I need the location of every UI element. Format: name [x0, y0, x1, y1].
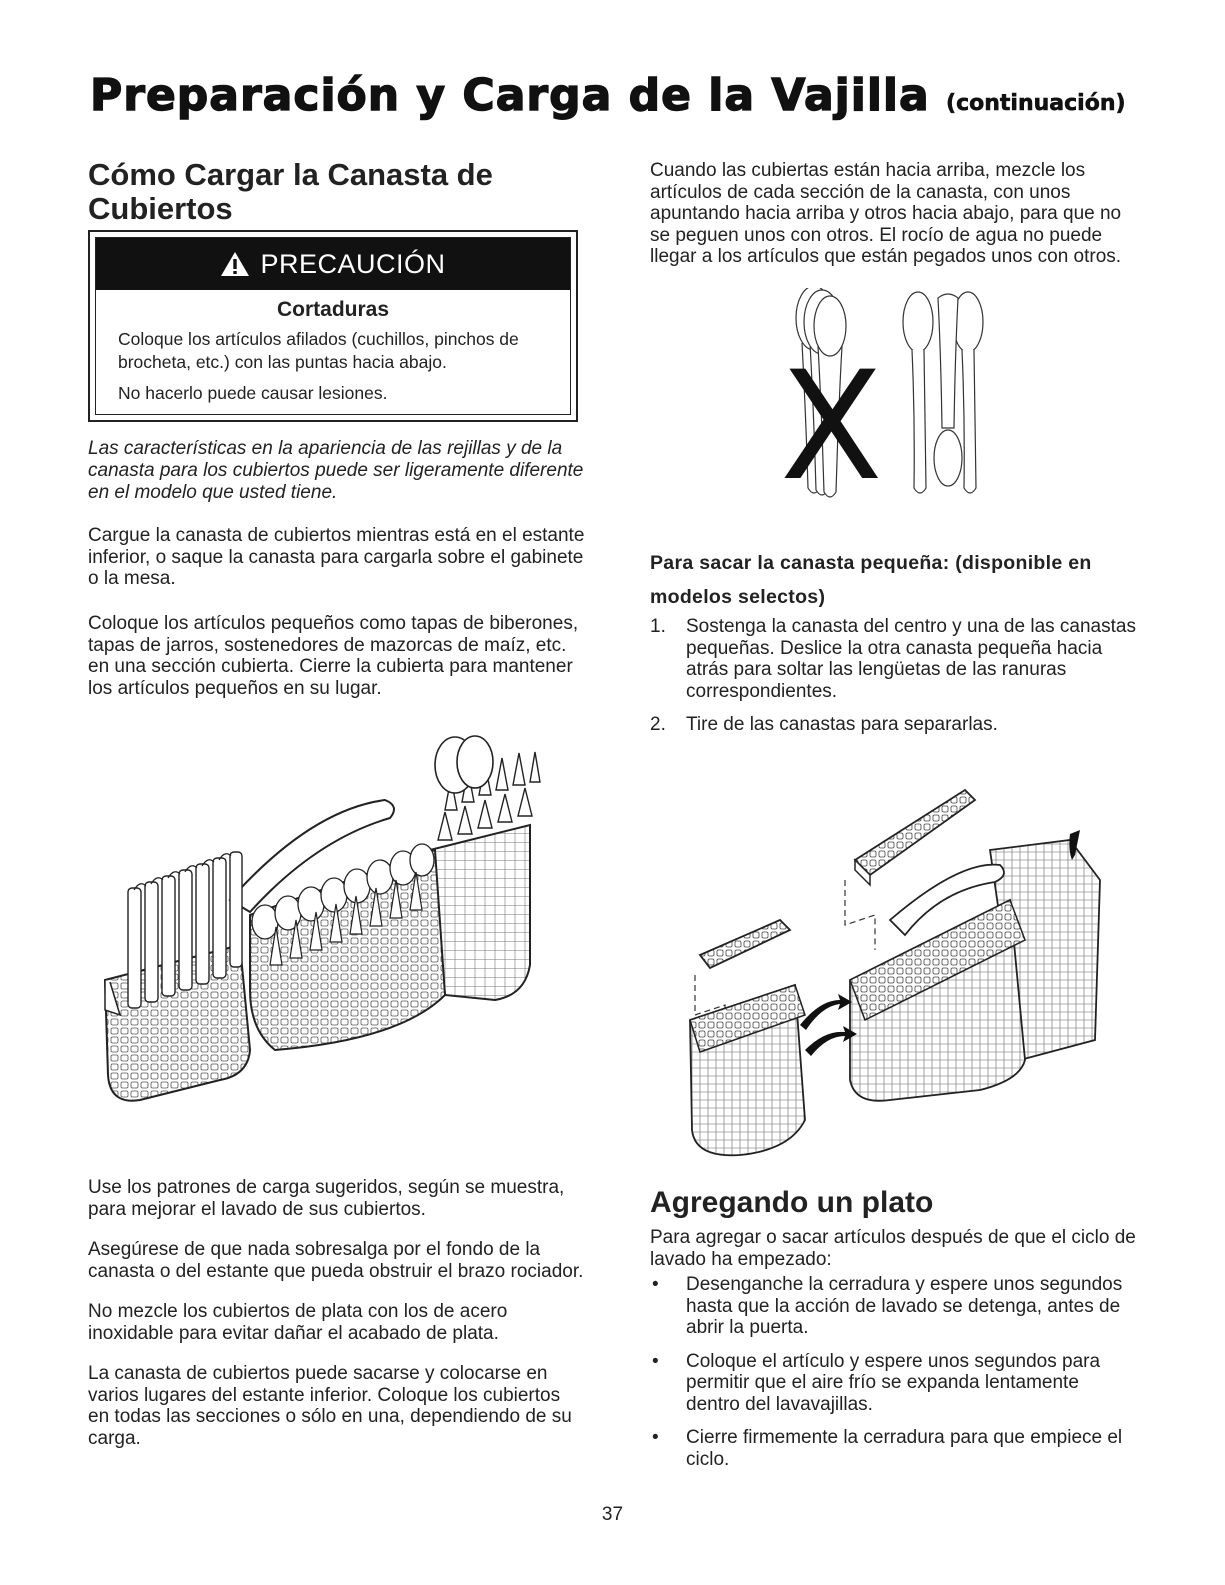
caution-box: [88, 230, 578, 422]
remove-small-basket-title: Para sacar la canasta pequeña: (disponible en modelos selectos): [650, 552, 1092, 608]
page-title: [90, 70, 1126, 121]
caution-text-1: Coloque los artículos afilados (cuchillos, pinchos de brocheta, etc.) con las puntas hacia abajo.: [118, 329, 519, 372]
add-dish-intro: Para agregar o sacar artículos después de que el ciclo de lavado ha empezado:: [650, 1227, 1136, 1270]
caution-text-2: No hacerlo puede causar lesiones.: [118, 383, 388, 403]
remove-basket-steps: [650, 616, 1138, 748]
silverware-basket-illustration: [100, 730, 550, 1175]
step-text: Sostenga la canasta del centro y una de las canastas pequeñas. Deslice la otra canasta pequeña hacia atrás para soltar las lengüetas de las ranuras correspondientes.: [686, 616, 1136, 702]
paragraph-nothing-protrudes: Asegúrese de que nada sobresalga por el fondo de la canasta o del estante que pueda obstruir el brazo rociador.: [88, 1239, 584, 1282]
paragraph-small-items: Coloque los artículos pequeños como tapas de biberones, tapas de jarros, sostenedores de mazorcas de maíz, etc. en una sección cubierta. Cierre la cubierta para mantener los artículos pequeños en su lugar.: [88, 613, 579, 699]
paragraph-basket-placement: La canasta de cubiertos puede sacarse y colocarse en varios lugares del estante inferior. Coloque los cubiertos en todas las secciones o sólo en una, dependiendo de su carga.: [88, 1363, 572, 1449]
warning-triangle-icon: [220, 251, 250, 277]
step-number: 2.: [650, 714, 666, 735]
caution-inner-frame: [95, 237, 571, 415]
bullet-text: Desenganche la cerradura y espere unos segundos hasta que la acción de lavado se detenga, antes de abrir la puerta.: [686, 1274, 1123, 1338]
bullet-mark: •: [652, 1350, 659, 1372]
caution-label: PRECAUCIÓN: [260, 248, 446, 279]
caution-header: [96, 238, 570, 290]
page-number: 37: [601, 1504, 624, 1525]
left-column-heading: [88, 158, 586, 226]
add-dish-title: Agregando un plato: [650, 1186, 934, 1219]
bullet-text: Coloque el artículo y espere unos segundos para permitir que el aire frío se expanda lentamente dentro del lavavajillas.: [686, 1350, 1101, 1415]
section-title-silverware-basket: [88, 158, 586, 226]
page-title-main: Preparación y Carga de la Vajilla: [90, 70, 930, 121]
step-number: 1.: [650, 616, 666, 637]
model-variation-note: Las características en la apariencia de las rejillas y de la canasta para los cubiertos puede ser ligeramente diferente en el modelo que usted tiene.: [88, 438, 584, 503]
step-text: Tire de las canastas para separarlas.: [686, 714, 998, 735]
step-1: [650, 616, 1138, 702]
bullet-mark: •: [652, 1427, 659, 1448]
section-title-line-2: Cubiertos: [88, 191, 233, 226]
bullet-item: [650, 1427, 1138, 1470]
bullet-text: Cierre firmemente la cerradura para que empiece el ciclo.: [686, 1427, 1123, 1470]
left-bottom-text: [88, 1177, 586, 1449]
add-dish-bullets: [650, 1274, 1138, 1482]
section-title-line-1: Cómo Cargar la Canasta de: [88, 157, 493, 192]
paragraph-no-mix-silver: No mezcle los cubiertos de plata con los de acero inoxidable para evitar dañar el acabado de plata.: [88, 1301, 508, 1344]
paragraph-load-patterns: Use los patrones de carga sugeridos, según se muestra, para mejorar el lavado de sus cubiertos.: [88, 1177, 565, 1220]
bullet-item: [650, 1351, 1138, 1416]
nested-spoons-illustration: [650, 288, 1010, 508]
incorrect-x-mark: X: [780, 340, 883, 503]
small-basket-removal-illustration: [680, 760, 1110, 1185]
bullet-mark: •: [652, 1274, 659, 1295]
step-2: [650, 714, 1138, 736]
page-title-suffix: (continuación): [946, 91, 1126, 116]
paragraph-load-basket: Cargue la canasta de cubiertos mientras está en el estante inferior, o saque la canasta para cargarla sobre el gabinete o la mesa.: [88, 525, 585, 589]
paragraph-mix-items: Cuando las cubiertas están hacia arriba, mezcle los artículos de cada sección de la canasta, con unos apuntando hacia arriba y otros hacia abajo, para que no se peguen unos con otros. El rocío de agua no puede llegar a los artículos que están pegados unos con otros.: [650, 160, 1122, 267]
caution-subtitle: Cortaduras: [276, 298, 390, 321]
bullet-item: [650, 1274, 1138, 1339]
